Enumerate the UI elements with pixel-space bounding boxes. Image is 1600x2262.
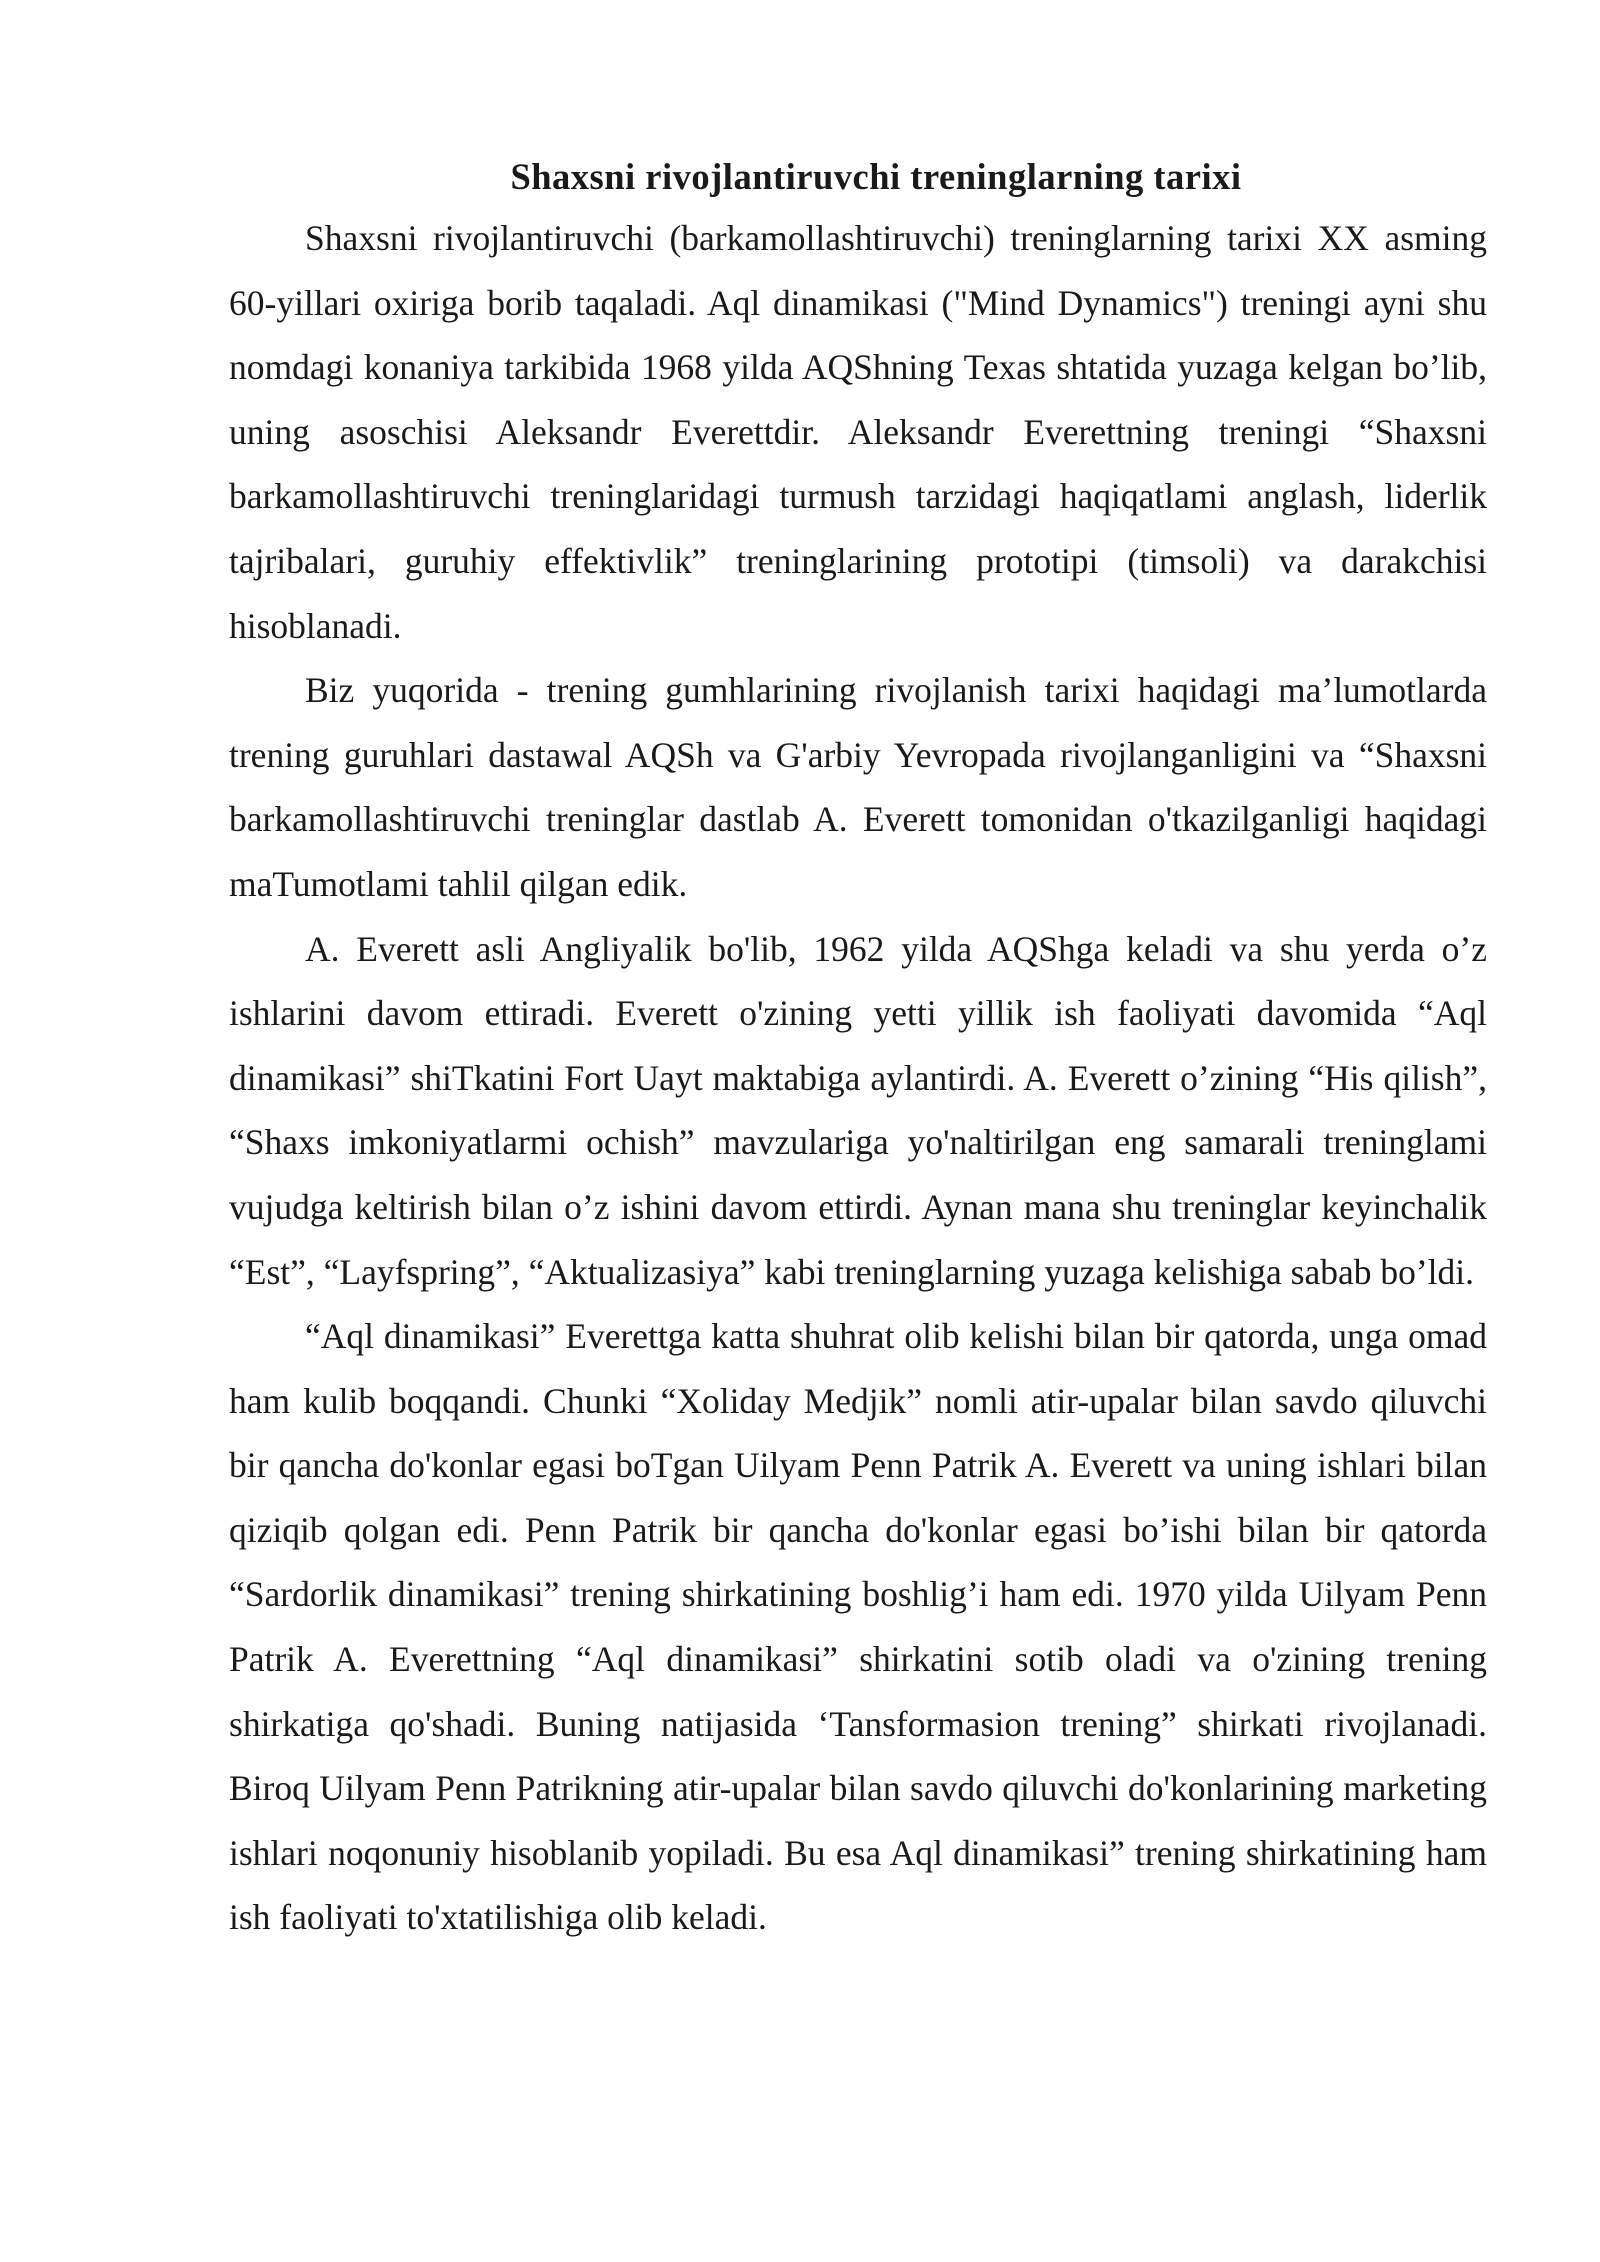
paragraph-everett-career: A. Everett asli Angliyalik bo'lib, 1962 yilda AQShga keladi va shu yerda o’z ishlarini davom ettiradi. Everett o'zining yetti yillik ish faoliyati davomida “Aql dinamikasi” shiTkatini Fort Uayt maktabiga aylantirdi. A. Everett o’zining “His qilish”, “Shaxs imkoniyatlarmi ochish” mavzulariga yo'naltirilgan eng samarali treninglami vujudga keltirish bilan o’z ishini davom ettirdi. Aynan mana shu treninglar keyinchalik “Est”, “Layfspring”, “Aktualizasiya” kabi treninglarning yuzaga kelishiga sabab bo’ldi.	[229, 928, 1487, 1292]
paragraph-training-groups: Biz yuqorida - trening gumhlarining rivojlanish tarixi haqidagi ma’lumotlarda trening guruhlari dastawal AQSh va G'arbiy Yevropada rivojlanganligini va “Shaxsni barkamollashtiruvchi treninglar dastlab A. Everett tomonidan o'tkazilganligi haqidagi maTumotlami tahlil qilgan edik.	[229, 670, 1487, 904]
paragraph-history-origins: Shaxsni rivojlantiruvchi (barkamollashtiruvchi) treninglarning tarixi XX asming 60-yillari oxiriga borib taqaladi. Aql dinamikasi ("Mind Dynamics") treningi ayni shu nomdagi konaniya tarkibida 1968 yilda AQShning Texas shtatida yuzaga kelgan bo’lib, uning asoschisi Aleksandr Everettdir. Aleksandr Everettning treningi “Shaxsni barkamollashtiruvchi treninglaridagi turmush tarzidagi haqiqatlami anglash, liderlik tajribalari, guruhiy effektivlik” treninglarining prototipi (timsoli) va darakchisi hisoblanadi.	[229, 218, 1487, 646]
document-page	[229, 148, 1487, 1950]
paragraph-mind-dynamics-sale: “Aql dinamikasi” Everettga katta shuhrat olib kelishi bilan bir qatorda, unga omad ham kulib boqqandi. Chunki “Xoliday Medjik” nomli atir-upalar bilan savdo qiluvchi bir qancha do'konlar egasi boTgan Uilyam Penn Patrik A. Everett va uning ishlari bilan qiziqib qolgan edi. Penn Patrik bir qancha do'konlar egasi bo’ishi bilan bir qatorda “Sardorlik dinamikasi” trening shirkatining boshlig’i ham edi. 1970 yilda Uilyam Penn Patrik A. Everettning “Aql dinamikasi” shirkatini sotib oladi va o'zining trening shirkatiga qo'shadi. Buning natijasida ‘Tansformasion trening” shirkati rivojlanadi. Biroq Uilyam Penn Patrikning atir-upalar bilan savdo qiluvchi do'konlarining marketing ishlari noqonuniy hisoblanib yopiladi. Bu esa Aql dinamikasi” trening shirkatining ham ish faoliyati to'xtatilishiga olib keladi.	[229, 1316, 1487, 1938]
document-title: Shaxsni rivojlantiruvchi treninglarning tarixi	[510, 156, 1242, 197]
